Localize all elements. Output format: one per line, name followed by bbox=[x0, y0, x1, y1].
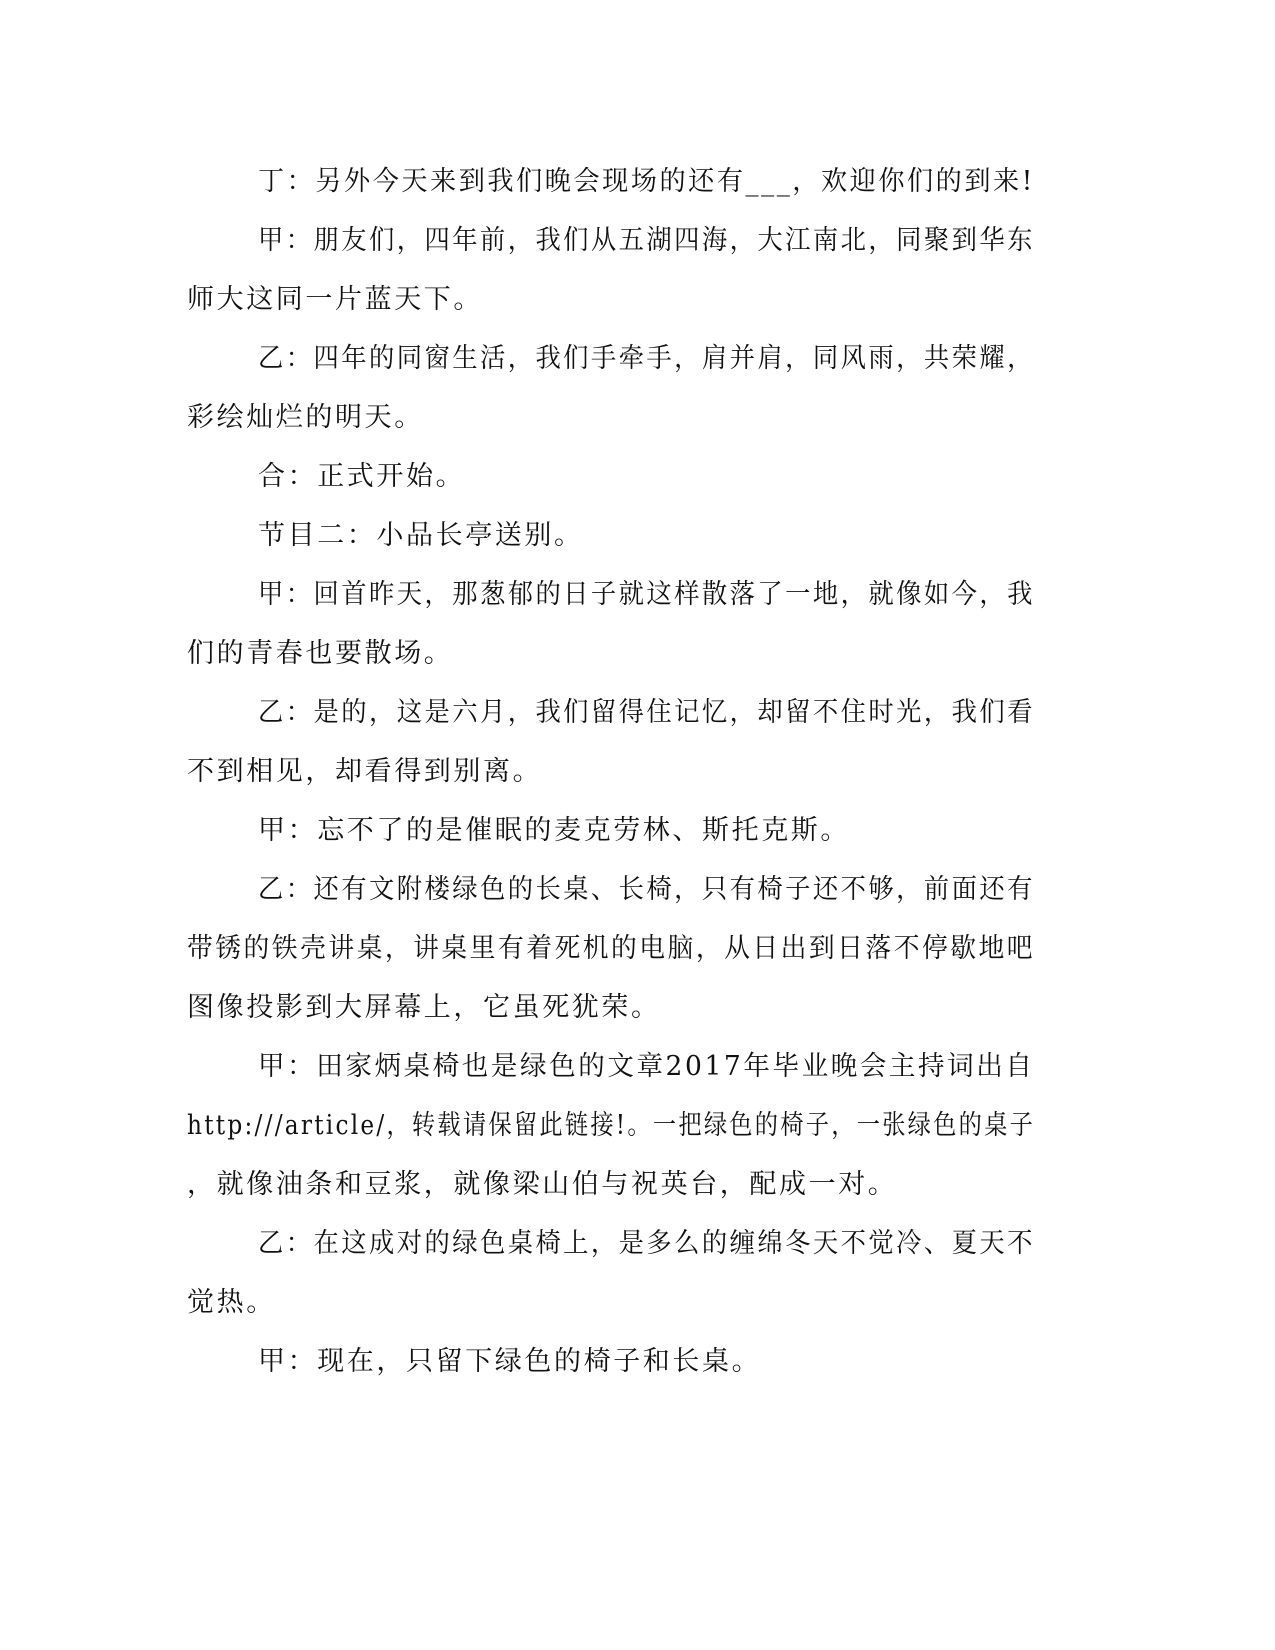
paragraph-line: 乙：在这成对的绿色桌椅上，是多么的缠绵冬天不觉冷、夏天不 bbox=[258, 1228, 1035, 1259]
paragraph-line: 节目二：小品长亭送别。 bbox=[258, 520, 584, 551]
paragraph-line: 合：正式开始。 bbox=[258, 461, 466, 492]
paragraph-line: 师大这同一片蓝天下。 bbox=[187, 284, 483, 315]
paragraph-line: 不到相见，却看得到别离。 bbox=[187, 756, 543, 787]
paragraph-line: ，就像油条和豆浆，就像梁山伯与祝英台，配成一对。 bbox=[187, 1169, 898, 1200]
paragraph-line: 甲：回首昨天，那葱郁的日子就这样散落了一地，就像如今，我 bbox=[258, 579, 1035, 610]
paragraph-line: 甲：田家炳桌椅也是绿色的文章2017年毕业晚会主持词出自 bbox=[258, 1051, 1035, 1082]
paragraph-line: 乙：还有文附楼绿色的长桌、长椅，只有椅子还不够，前面还有 bbox=[258, 874, 1035, 905]
paragraph-line: 甲：忘不了的是催眠的麦克劳林、斯托克斯。 bbox=[258, 815, 850, 846]
paragraph-line: 乙：四年的同窗生活，我们手牵手，肩并肩，同风雨，共荣耀， bbox=[258, 343, 1035, 374]
paragraph-line: 甲：朋友们，四年前，我们从五湖四海，大江南北，同聚到华东 bbox=[258, 225, 1035, 256]
paragraph-line: 彩绘灿烂的明天。 bbox=[187, 402, 424, 433]
paragraph-line: 丁：另外今天来到我们晚会现场的还有___，欢迎你们的到来! bbox=[258, 166, 1035, 197]
paragraph-line: 图像投影到大屏幕上，它虽死犹荣。 bbox=[187, 992, 661, 1023]
paragraph-line: 乙：是的，这是六月，我们留得住记忆，却留不住时光，我们看 bbox=[258, 697, 1035, 728]
paragraph-line: 们的青春也要散场。 bbox=[187, 638, 454, 669]
paragraph-line: 带锈的铁壳讲桌，讲桌里有着死机的电脑，从日出到日落不停歇地吧 bbox=[187, 933, 1036, 964]
paragraph-line: 甲：现在，只留下绿色的椅子和长桌。 bbox=[258, 1346, 762, 1377]
paragraph-line: http:///article/，转载请保留此链接!。一把绿色的椅子，一张绿色的桌子 bbox=[187, 1110, 1036, 1141]
paragraph-line: 觉热。 bbox=[187, 1287, 276, 1318]
